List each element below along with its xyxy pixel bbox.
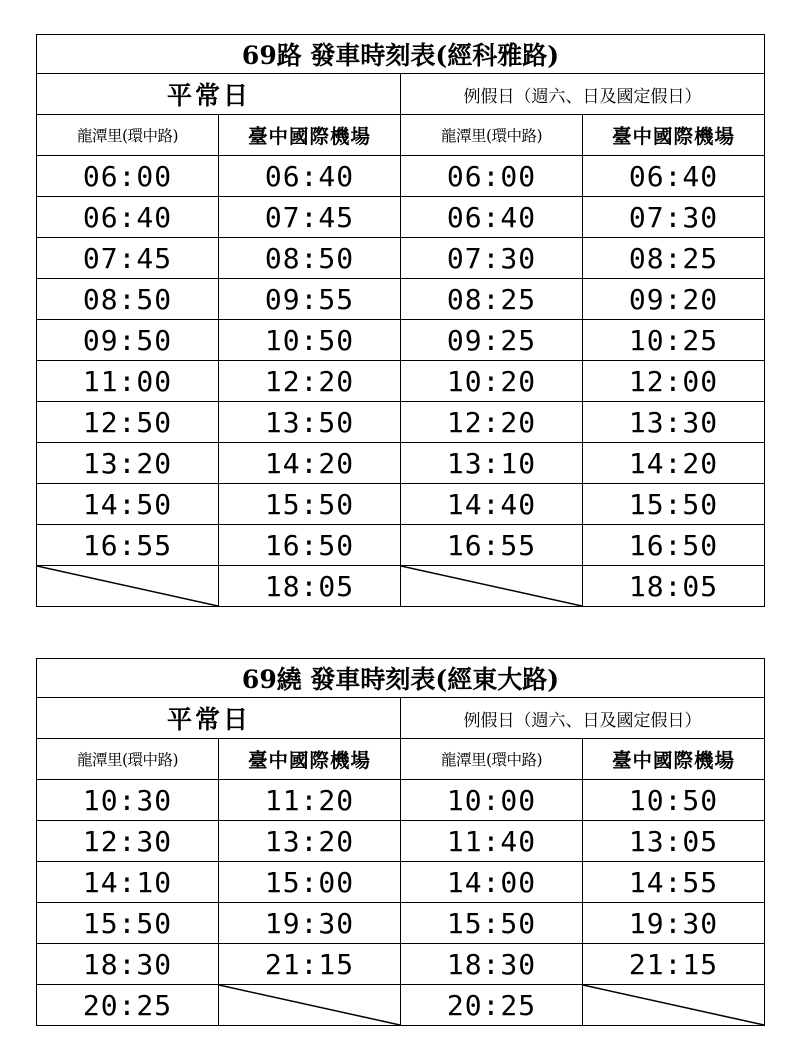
departure-time: 08:25 bbox=[401, 279, 583, 320]
departure-time: 07:30 bbox=[401, 238, 583, 279]
station-header-airport: 臺中國際機場 bbox=[583, 739, 765, 780]
departure-time: 10:00 bbox=[401, 780, 583, 821]
departure-time: 09:50 bbox=[37, 320, 219, 361]
diagonal-slash bbox=[583, 985, 764, 1025]
departure-time: 13:30 bbox=[583, 402, 765, 443]
departure-time: 16:50 bbox=[219, 525, 401, 566]
departure-time: 06:40 bbox=[37, 197, 219, 238]
station-header-longtan: 龍潭里(環中路) bbox=[37, 739, 219, 780]
table-row bbox=[37, 525, 765, 566]
departure-time: 06:00 bbox=[401, 156, 583, 197]
departure-time: 18:30 bbox=[37, 944, 219, 985]
departure-time: 20:25 bbox=[37, 985, 219, 1026]
empty-cell-slash bbox=[219, 985, 401, 1026]
timetable-69-keya bbox=[36, 34, 765, 607]
station-header-longtan: 龍潭里(環中路) bbox=[37, 115, 219, 156]
station-header-airport: 臺中國際機場 bbox=[583, 115, 765, 156]
table-row bbox=[37, 484, 765, 525]
table-row bbox=[37, 443, 765, 484]
departure-time: 14:20 bbox=[583, 443, 765, 484]
title-row bbox=[37, 35, 765, 74]
departure-time: 06:40 bbox=[219, 156, 401, 197]
departure-time: 11:00 bbox=[37, 361, 219, 402]
departure-time: 06:40 bbox=[583, 156, 765, 197]
table-row bbox=[37, 320, 765, 361]
departure-time: 14:40 bbox=[401, 484, 583, 525]
departure-time: 10:20 bbox=[401, 361, 583, 402]
departure-time: 14:10 bbox=[37, 862, 219, 903]
empty-cell-slash bbox=[401, 566, 583, 607]
departure-time: 13:20 bbox=[37, 443, 219, 484]
departure-time: 19:30 bbox=[219, 903, 401, 944]
holiday-header: 例假日（週六、日及國定假日） bbox=[401, 698, 765, 739]
weekday-header: 平常日 bbox=[37, 698, 401, 739]
station-header-longtan: 龍潭里(環中路) bbox=[401, 115, 583, 156]
table-row bbox=[37, 156, 765, 197]
departure-time: 16:55 bbox=[37, 525, 219, 566]
departure-time: 16:55 bbox=[401, 525, 583, 566]
table-row bbox=[37, 197, 765, 238]
departure-time: 13:10 bbox=[401, 443, 583, 484]
departure-time: 11:20 bbox=[219, 780, 401, 821]
table-row bbox=[37, 780, 765, 821]
departure-time: 06:00 bbox=[37, 156, 219, 197]
departure-time: 08:25 bbox=[583, 238, 765, 279]
holiday-header: 例假日（週六、日及國定假日） bbox=[401, 74, 765, 115]
timetable-69-detour-dongda bbox=[36, 658, 765, 1026]
departure-time: 12:00 bbox=[583, 361, 765, 402]
timetable-title: 69路 發車時刻表(經科雅路) bbox=[37, 35, 765, 74]
departure-time: 13:50 bbox=[219, 402, 401, 443]
weekday-header: 平常日 bbox=[37, 74, 401, 115]
departure-time: 14:50 bbox=[37, 484, 219, 525]
departure-time: 15:50 bbox=[401, 903, 583, 944]
departure-time: 12:50 bbox=[37, 402, 219, 443]
departure-time: 15:00 bbox=[219, 862, 401, 903]
departure-time: 18:05 bbox=[219, 566, 401, 607]
diagonal-slash bbox=[219, 985, 400, 1025]
departure-time: 10:50 bbox=[583, 780, 765, 821]
departure-time: 19:30 bbox=[583, 903, 765, 944]
departure-time: 11:40 bbox=[401, 821, 583, 862]
departure-time: 08:50 bbox=[37, 279, 219, 320]
day-type-row bbox=[37, 698, 765, 739]
departure-time: 07:30 bbox=[583, 197, 765, 238]
departure-time: 18:30 bbox=[401, 944, 583, 985]
departure-time: 13:05 bbox=[583, 821, 765, 862]
departure-time: 10:25 bbox=[583, 320, 765, 361]
table-row bbox=[37, 402, 765, 443]
timetable-title: 69繞 發車時刻表(經東大路) bbox=[37, 659, 765, 698]
departure-time: 14:20 bbox=[219, 443, 401, 484]
table-row bbox=[37, 903, 765, 944]
departure-time: 08:50 bbox=[219, 238, 401, 279]
table-row bbox=[37, 566, 765, 607]
table-row bbox=[37, 821, 765, 862]
departure-time: 06:40 bbox=[401, 197, 583, 238]
diagonal-slash bbox=[401, 566, 582, 606]
departure-time: 21:15 bbox=[219, 944, 401, 985]
title-row bbox=[37, 659, 765, 698]
departure-time: 12:20 bbox=[219, 361, 401, 402]
empty-cell-slash bbox=[37, 566, 219, 607]
table-row bbox=[37, 238, 765, 279]
departure-time: 09:55 bbox=[219, 279, 401, 320]
table-row bbox=[37, 279, 765, 320]
departure-time: 09:20 bbox=[583, 279, 765, 320]
departure-time: 20:25 bbox=[401, 985, 583, 1026]
departure-time: 09:25 bbox=[401, 320, 583, 361]
departure-time: 21:15 bbox=[583, 944, 765, 985]
day-type-row bbox=[37, 74, 765, 115]
departure-time: 13:20 bbox=[219, 821, 401, 862]
departure-time: 07:45 bbox=[219, 197, 401, 238]
station-header-airport: 臺中國際機場 bbox=[219, 115, 401, 156]
station-header-longtan: 龍潭里(環中路) bbox=[401, 739, 583, 780]
departure-time: 12:20 bbox=[401, 402, 583, 443]
empty-cell-slash bbox=[583, 985, 765, 1026]
departure-time: 07:45 bbox=[37, 238, 219, 279]
departure-time: 18:05 bbox=[583, 566, 765, 607]
departure-time: 15:50 bbox=[583, 484, 765, 525]
station-header-airport: 臺中國際機場 bbox=[219, 739, 401, 780]
station-header-row bbox=[37, 739, 765, 780]
departure-time: 10:30 bbox=[37, 780, 219, 821]
table-row bbox=[37, 944, 765, 985]
departure-time: 10:50 bbox=[219, 320, 401, 361]
table-row bbox=[37, 985, 765, 1026]
table-row bbox=[37, 361, 765, 402]
departure-time: 16:50 bbox=[583, 525, 765, 566]
departure-time: 14:00 bbox=[401, 862, 583, 903]
departure-time: 15:50 bbox=[219, 484, 401, 525]
departure-time: 12:30 bbox=[37, 821, 219, 862]
departure-time: 14:55 bbox=[583, 862, 765, 903]
departure-time: 15:50 bbox=[37, 903, 219, 944]
station-header-row bbox=[37, 115, 765, 156]
table-row bbox=[37, 862, 765, 903]
diagonal-slash bbox=[37, 566, 218, 606]
